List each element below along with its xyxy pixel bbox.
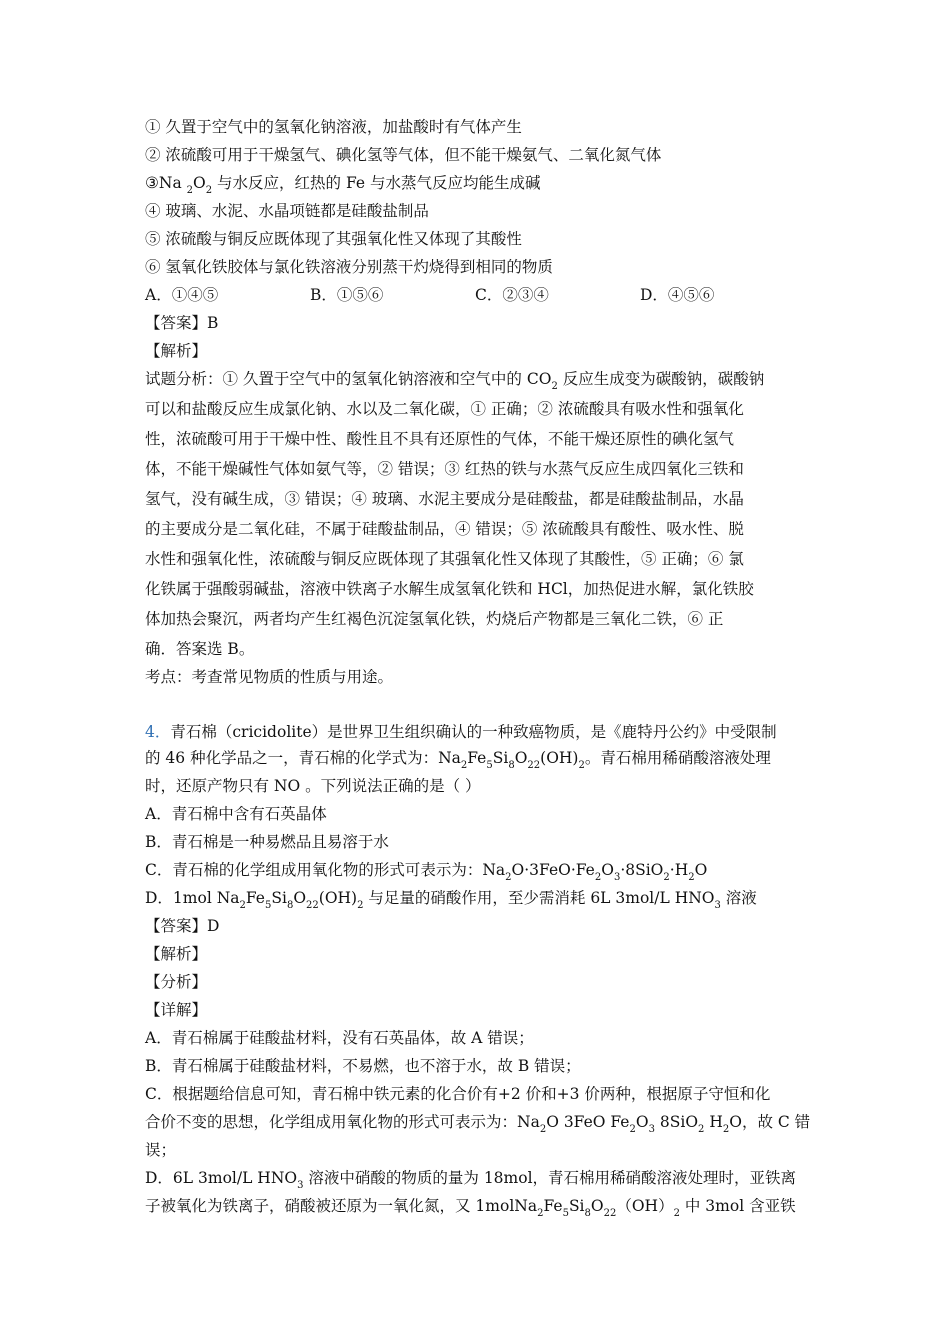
statement-1: ① 久置于空气中的氢氧化钠溶液，加盐酸时有气体产生 <box>145 118 522 136</box>
analysis-label: 【解析】 <box>145 945 208 963</box>
explanation-line: 化铁属于强酸弱碱盐，溶液中铁离子水解生成氢氧化铁和 HCl，加热促进水解，氯化铁胶 <box>145 580 754 598</box>
explanation-line: 可以和盐酸反应生成氯化钠、水以及二氧化碳，① 正确；② 浓硫酸具有吸水性和强氧化 <box>145 400 744 418</box>
explanation-line: 的主要成分是二氧化硅，不属于硅酸盐制品，④ 错误；⑤ 浓硫酸具有酸性、吸水性、脱 <box>145 520 744 538</box>
explanation-line: 氢气，没有碱生成，③ 错误；④ 玻璃、水泥主要成分是硅酸盐，都是硅酸盐制品，水晶 <box>145 490 744 508</box>
question-4-line: 的 46 种化学品之一，青石棉的化学式为：$Na_2Fe_5Si_8O_{22}(OH)_2$。青石棉用稀硝酸溶液处理 <box>145 749 771 771</box>
option-b: B．青石棉是一种易燃品且易溶于水 <box>145 833 389 851</box>
analysis-label: 【解析】 <box>145 342 208 360</box>
question-number: 4． <box>145 723 171 741</box>
detail-c: 合价不变的思想，化学组成用氧化物的形式可表示为：$Na_2O$ 3FeO $Fe_2O_3$ 8SiO$_2$ $H_2O$，故 C 错 <box>145 1113 811 1135</box>
explanation-line: 体加热会聚沉，两者均产生红褐色沉淀氢氧化铁，灼烧后产物都是三氧化二铁，⑥ 正 <box>145 610 724 628</box>
statement-6: ⑥ 氢氧化铁胶体与氯化铁溶液分别蒸干灼烧得到相同的物质 <box>145 258 553 276</box>
question-4-line: 4．青石棉（cricidolite）是世界卫生组织确认的一种致癌物质，是《鹿特丹公约》中受限制 <box>145 723 777 741</box>
explanation-line: 性，浓硫酸可用于干燥中性、酸性且不具有还原性的气体，不能干燥还原性的碘化氢气 <box>145 430 735 448</box>
answer-label: 【答案】D <box>145 917 220 935</box>
explanation-line: 确．答案选 B。 <box>145 640 255 658</box>
option-c: C．青石棉的化学组成用氧化物的形式可表示为：$Na_2O\cdot 3FeO\cdot Fe_2O_3\cdot 8SiO_2\cdot H_2O$ <box>145 861 708 883</box>
answer-label: 【答案】B <box>145 314 219 332</box>
option-a: A．青石棉中含有石英晶体 <box>145 805 327 823</box>
detail-c: C．根据题给信息可知，青石棉中铁元素的化合价有+2 价和+3 价两种，根据原子守恒和化 <box>145 1085 771 1103</box>
detail-a: A．青石棉属于硅酸盐材料，没有石英晶体，故 A 错误； <box>145 1029 534 1047</box>
option-a: A．①④⑤ <box>145 286 219 304</box>
explanation-line: 试题分析：① 久置于空气中的氢氧化钠溶液和空气中的 $CO_2$ 反应生成变为碳酸钠，碳酸钠 <box>145 370 765 392</box>
option-b: B．①⑤⑥ <box>310 286 384 304</box>
explanation-line: 水性和强氧化性，浓硫酸与铜反应既体现了其强氧化性又体现了其酸性，⑤ 正确；⑥ 氯 <box>145 550 744 568</box>
statement-4: ④ 玻璃、水泥、水晶项链都是硅酸盐制品 <box>145 202 429 220</box>
statement-2: ② 浓硫酸可用于干燥氢气、碘化氢等气体，但不能干燥氨气、二氧化氮气体 <box>145 146 662 164</box>
question-4-line: 时，还原产物只有 NO 。下列说法正确的是（ ） <box>145 777 481 795</box>
option-d: D．④⑤⑥ <box>640 286 715 304</box>
explanation-line: 体，不能干燥碱性气体如氨气等，② 错误；③ 红热的铁与水蒸气反应生成四氧化三铁和 <box>145 460 744 478</box>
detail-c: 误； <box>145 1141 177 1159</box>
detail-d: D．6L 3mol/L $HNO_3$ 溶液中硝酸的物质的量为 18mol，青石棉用稀硝酸溶液处理时，亚铁离 <box>145 1169 797 1191</box>
statement-5: ⑤ 浓硫酸与铜反应既体现了其强氧化性又体现了其酸性 <box>145 230 522 248</box>
statement-3: ③Na $_2O_2$ 与水反应，红热的 Fe 与水蒸气反应均能生成碱 <box>145 174 541 196</box>
xiangjie-label: 【详解】 <box>145 1001 208 1019</box>
option-d: D．1mol $Na_2Fe_5Si_8O_{22}(OH)_2$ 与足量的硝酸作用，至少需消耗 6L 3mol/L $HNO_3$ 溶液 <box>145 889 757 911</box>
kaodian-line: 考点：考查常见物质的性质与用途。 <box>145 668 394 686</box>
fenxi-label: 【分析】 <box>145 973 208 991</box>
option-c: C．②③④ <box>475 286 549 304</box>
detail-b: B．青石棉属于硅酸盐材料，不易燃，也不溶于水，故 B 错误； <box>145 1057 581 1075</box>
detail-d: 子被氧化为铁离子，硝酸被还原为一氧化氮，又 $1molNa_2Fe_5Si_8O_{22}(OH)_2$ 中 3mol 含亚铁 <box>145 1197 796 1219</box>
